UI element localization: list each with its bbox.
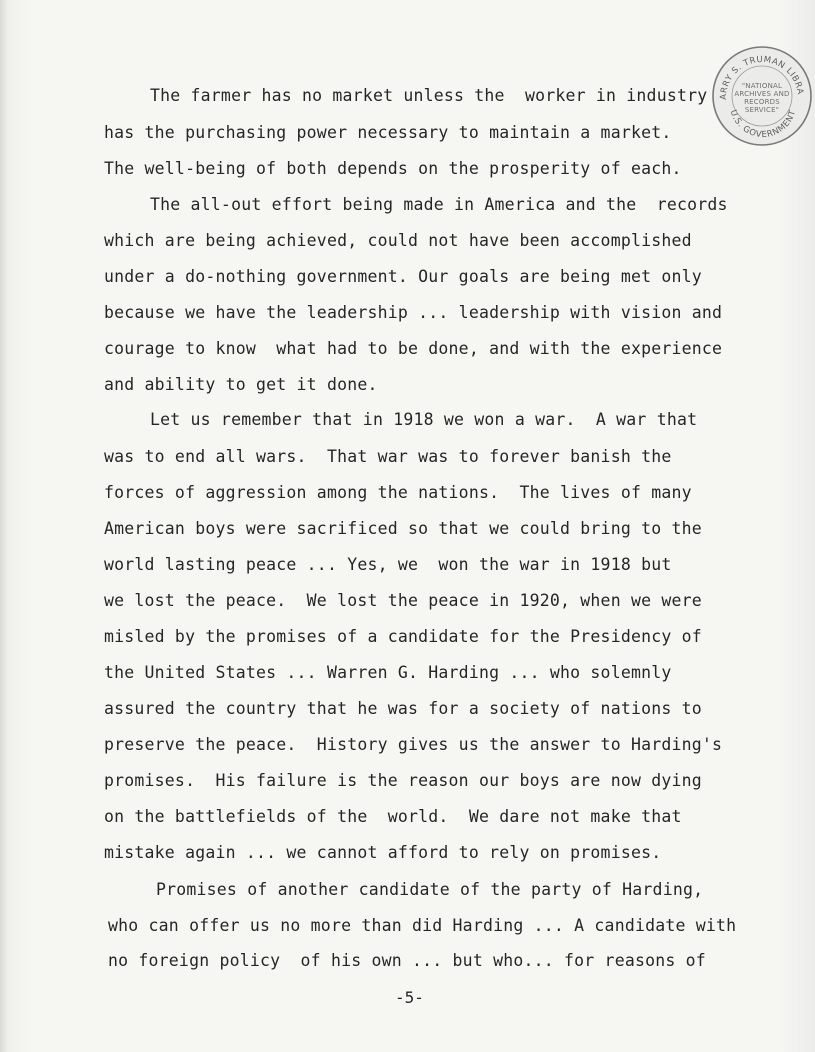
text-line: because we have the leadership ... leadership with vision and xyxy=(104,303,723,322)
text-line: The farmer has no market unless the worker in industry xyxy=(150,86,708,105)
text-line: American boys were sacrificed so that we could bring to the xyxy=(104,519,702,538)
text-line: world lasting peace ... Yes, we won the war in 1918 but xyxy=(104,555,672,574)
text-line: forces of aggression among the nations. The lives of many xyxy=(104,483,692,502)
stamp-inner-line: ARCHIVES AND xyxy=(734,90,790,98)
text-line: preserve the peace. History gives us the answer to Harding's xyxy=(104,735,723,754)
text-line: which are being achieved, could not have been accomplished xyxy=(104,231,692,250)
text-line: who can offer us no more than did Harding ... A candidate with xyxy=(108,916,737,935)
text-line: mistake again ... we cannot afford to rely on promises. xyxy=(104,843,662,862)
text-line: has the purchasing power necessary to maintain a market. xyxy=(104,123,672,142)
text-line: The well-being of both depends on the prosperity of each. xyxy=(104,159,682,178)
stamp-inner-line: "NATIONAL xyxy=(741,82,783,90)
text-line: The all-out effort being made in America and the records xyxy=(150,195,728,214)
text-line: no foreign policy of his own ... but who... for reasons of xyxy=(108,951,706,970)
text-line: we lost the peace. We lost the peace in 1920, when we were xyxy=(104,591,702,610)
page-number: -5- xyxy=(395,988,424,1007)
text-line: Let us remember that in 1918 we won a war. A war that xyxy=(150,410,698,429)
text-line: misled by the promises of a candidate for the Presidency of xyxy=(104,627,702,646)
text-line: under a do-nothing government. Our goals are being met only xyxy=(104,267,702,286)
stamp-inner-line: SERVICE" xyxy=(744,106,780,114)
stamp-inner-line: RECORDS xyxy=(744,98,780,106)
text-line: Promises of another candidate of the party of Harding, xyxy=(156,880,704,899)
text-line: and ability to get it done. xyxy=(104,375,378,394)
text-line: promises. His failure is the reason our boys are now dying xyxy=(104,771,702,790)
stamp-outer-bottom-text: U.S. GOVERNMENT xyxy=(727,108,799,141)
truman-library-stamp xyxy=(710,44,814,148)
stamp-inner-text xyxy=(732,82,792,114)
stamp-outer-top-text: ARRY S. TRUMAN LIBRA xyxy=(718,54,805,101)
text-line: was to end all wars. That war was to forever banish the xyxy=(104,447,672,466)
text-line: the United States ... Warren G. Harding ... who solemnly xyxy=(104,663,672,682)
text-line: courage to know what had to be done, and with the experience xyxy=(104,339,723,358)
text-line: assured the country that he was for a society of nations to xyxy=(104,699,702,718)
text-line: on the battlefields of the world. We dare not make that xyxy=(104,807,682,826)
